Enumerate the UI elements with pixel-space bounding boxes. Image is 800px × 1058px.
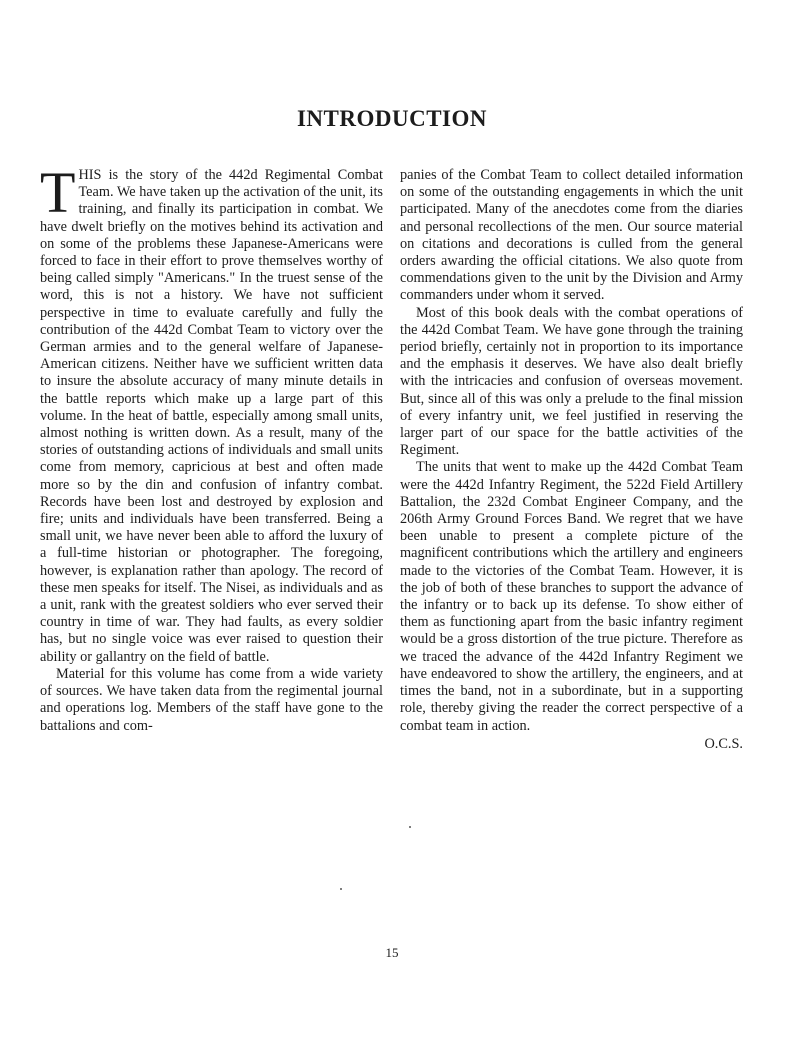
paragraph-2-start: Material for this volume has come from a wide variety of sources. We have taken data from the regimental journal and operations log. Members of the staff have gone to the battalions and com- bbox=[40, 665, 383, 734]
print-speck bbox=[409, 826, 411, 828]
paragraph-1 bbox=[40, 160, 383, 666]
left-column bbox=[40, 160, 383, 735]
paragraph-2-continued: panies of the Combat Team to collect detailed information on some of the outstanding engagements in which the unit participated. Many of the anecdotes come from the diaries and personal recollections of the men. Our source material on citations and decorations is culled from the general orders awarding the official citations. We also quote from commendations given to the unit by the Division and Army commanders under whom it served. bbox=[400, 167, 743, 304]
drop-cap: T bbox=[40, 160, 76, 225]
page-title: INTRODUCTION bbox=[296, 106, 488, 131]
paragraph-1-text: HIS is the story of the 442d Regimental Combat Team. We have taken up the activation of the unit, its training, and finally its participation in combat. We have dwelt briefly on the motives behind its activation and on some of the problems these Japanese-Americans were forced to face in their effort to prove themselves worthy of being called simply "Americans." In the truest sense of the word, this is not a history. We have not sufficient perspective in time to evaluate carefully and fully the contribution of the 442d Combat Team to victory over the German armies and to the general welfare of Japanese-American citizens. Neither have we sufficient written data to insure the absolute accuracy of many minute details in the battle reports which make up a large part of this volume. In the heat of battle, especially among small units, almost nothing is written down. As a result, many of the stories of outstanding actions of individuals and small units come from memory, capricious at best and often made more so by the din and confusion of infantry combat. Records have been lost and destroyed by explosion and fire; units and individuals have been transferred. Being a small unit, we have never been able to afford the luxury of a full-time historian or photographer. The foregoing, however, is explanation rather than apology. The record of these men speaks for itself. The Nisei, as individuals and as a unit, rank with the greatest soldiers who ever served their country in time of war. They had faults, as every soldier has, but no single voice was ever raised to question their ability or gallantry on the field of battle. bbox=[40, 167, 383, 665]
right-column bbox=[400, 167, 743, 753]
page-number: 15 bbox=[385, 945, 399, 960]
paragraph-3: Most of this book deals with the combat operations of the 442d Combat Team. We have gone through the training period briefly, certainly not in proportion to its importance and the emphasis it deserves. We have also dealt briefly with the intricacies and confusion of overseas movement. But, since all of this was only a prelude to the final mission of every infantry unit, we feel justified in reserving the larger part of our space for the battle activities of the Regiment. bbox=[400, 304, 743, 459]
print-speck bbox=[340, 888, 342, 890]
author-initials: O.C.S. bbox=[704, 735, 743, 752]
paragraph-4: The units that went to make up the 442d Combat Team were the 442d Infantry Regiment, the 522d Field Artillery Battalion, the 232d Combat Engineer Company, and the 206th Army Ground Forces Band. We regret that we have been unable to present a complete picture of the magnificent contributions which the artillery and engineers made to the victories of the Combat Team. However, it is the job of both of these branches to support the advance of the infantry or to back up its defense. To show either of them as functioning apart from the basic infantry regiment would be a gross distortion of the true picture. Therefore as we traced the advance of the 442d Infantry Regiment we have endeavored to show the artillery, the engineers, and at times the band, not in a subordinate, but in a supporting role, thereby giving the reader the correct perspective of a combat team in action. bbox=[400, 459, 743, 734]
